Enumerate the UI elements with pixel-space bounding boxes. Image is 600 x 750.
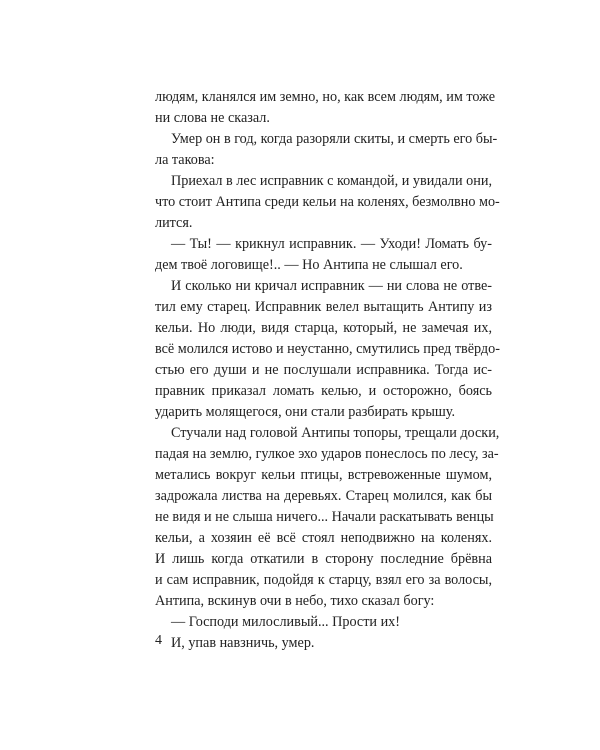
- text-line: стью его души и не послушали исправника. Тогда ис-: [155, 362, 492, 378]
- text-line: И сколько ни кричал исправник — ни слова не отве-: [171, 278, 492, 294]
- text-line: Умер он в год, когда разоряли скиты, и смерть его бы-: [171, 131, 498, 147]
- text-line: Антипа, вскинув очи в небо, тихо сказал богу:: [155, 593, 435, 609]
- text-line: задрожала листва на деревьях. Старец молился, как бы: [155, 488, 492, 504]
- text-line: правник приказал ломать келью, и осторожно, боясь: [155, 383, 492, 399]
- text-line: что стоит Антипа среди кельи на коленях, безмолвно мо-: [155, 194, 500, 210]
- text-line: ударить молящегося, они стали разбирать крышу.: [155, 404, 456, 420]
- text-line: и сам исправник, подойдя к старцу, взял его за волосы,: [155, 572, 492, 588]
- body-text: [155, 87, 500, 654]
- text-line: ла такова:: [155, 152, 215, 168]
- text-line: кельи. Но люди, видя старца, который, не замечая их,: [155, 320, 492, 336]
- page-number: 4: [155, 633, 162, 648]
- text-line: — Господи милосливый... Прости их!: [171, 614, 400, 630]
- text-line: всё молился истово и неустанно, смутились пред твёрдо-: [155, 341, 500, 357]
- text-line: Стучали над головой Антипы топоры, трещали доски,: [171, 425, 500, 441]
- text-line: не видя и не слыша ничего... Начали раскатывать венцы: [155, 509, 494, 525]
- text-line: тил ему старец. Исправник велел вытащить Антипу из: [155, 299, 492, 315]
- text-line: метались вокруг кельи птицы, встревоженные шумом,: [155, 467, 492, 483]
- text-line: И лишь когда откатили в сторону последние брёвна: [155, 551, 492, 567]
- text-line: ни слова не сказал.: [155, 110, 270, 126]
- text-line: людям, кланялся им земно, но, как всем людям, им тоже: [155, 89, 496, 105]
- text-line: кельи, а хозяин её всё стоял неподвижно на коленях.: [155, 530, 492, 546]
- text-line: падая на землю, гулкое эхо ударов понеслось по лесу, за-: [155, 446, 499, 462]
- text-line: дем твоё логовище!.. — Но Антипа не слышал его.: [155, 257, 463, 273]
- text-line: И, упав навзничь, умер.: [171, 635, 315, 651]
- text-line: лится.: [155, 215, 193, 231]
- text-line: — Ты! — крикнул исправник. — Уходи! Ломать бу-: [171, 236, 492, 252]
- text-line: Приехал в лес исправник с командой, и увидали они,: [171, 173, 492, 189]
